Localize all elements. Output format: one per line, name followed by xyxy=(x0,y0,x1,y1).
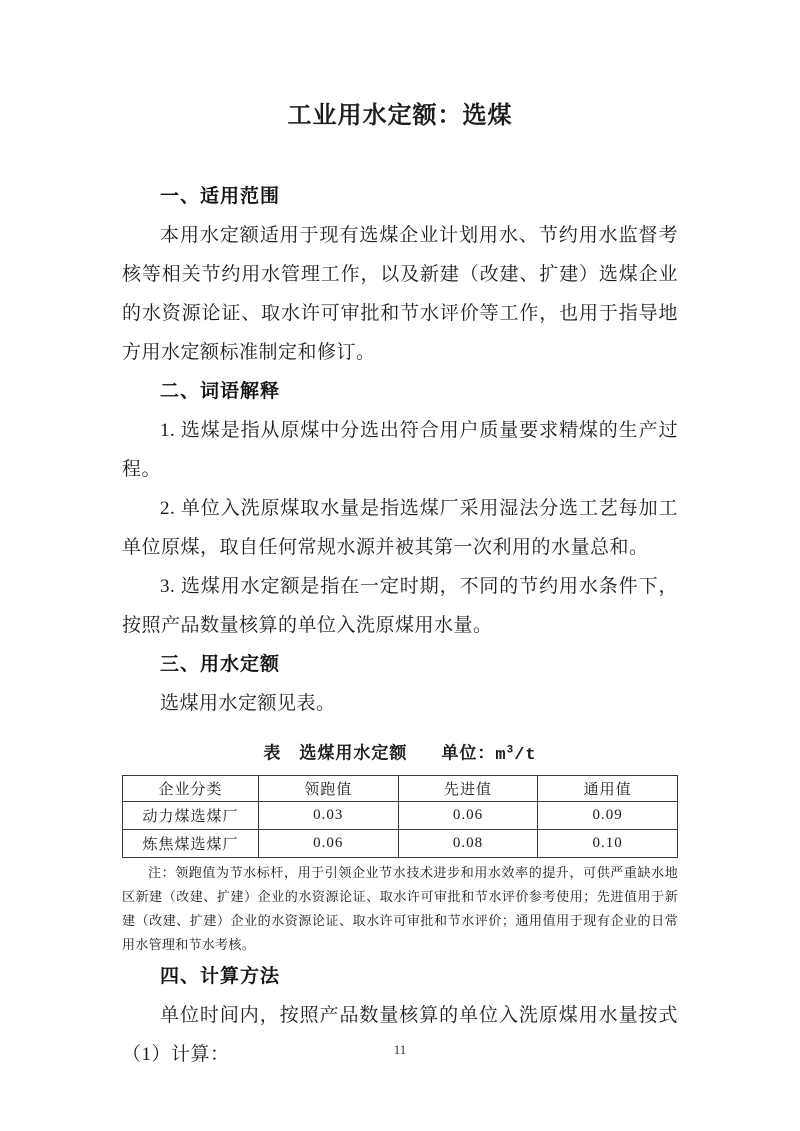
table-header-leading: 领跑值 xyxy=(258,775,398,801)
table-cell-value: 0.03 xyxy=(258,801,398,829)
document-title: 工业用水定额：选煤 xyxy=(287,103,513,129)
section-terms xyxy=(122,372,678,645)
table-unit-label: 单位： xyxy=(441,743,496,763)
table-note: 注：领跑值为节水标杆，用于引领企业节水技术进步和用水效率的提升，可供严重缺水地区新建（改建、扩建）企业的水资源论证、取水许可审批和节水评价参考使用；先进值用于新建（改建、扩建）企业的水资源论证、取水许可审批和节水评价；通用值用于现有企业的日常用水管理和节水考核。 xyxy=(122,864,678,952)
section-scope xyxy=(122,177,678,372)
paragraph-term-3: 3. 选煤用水定额是指在一定时期，不同的节约用水条件下，按照产品数量核算的单位入洗原煤用水量。 xyxy=(122,576,678,636)
paragraph-term-1: 1. 选煤是指从原煤中分选出符合用户质量要求精煤的生产过程。 xyxy=(122,420,678,480)
section-heading-calculation: 四、计算方法 xyxy=(160,965,281,987)
section-heading-quota: 三、用水定额 xyxy=(160,654,281,675)
table-cell-category: 炼焦煤选煤厂 xyxy=(123,829,259,857)
table-header-advanced: 先进值 xyxy=(398,775,538,801)
table-cell-value: 0.06 xyxy=(258,829,398,857)
paragraph-term-2: 2. 单位入洗原煤取水量是指选煤厂采用湿法分选工艺每加工单位原煤，取自任何常规水源并被其第一次利用的水量总和。 xyxy=(122,498,678,558)
table-unit-value: $m^3/t$ xyxy=(495,744,537,765)
table-header-category: 企业分类 xyxy=(123,775,259,801)
table-header-row xyxy=(123,775,678,801)
paragraph-calculation: 单位时间内，按照产品数量核算的单位入洗原煤用水量按式（1）计算： xyxy=(122,1004,678,1065)
page-number: 11 xyxy=(393,1042,407,1057)
quota-table xyxy=(122,775,678,858)
table-header-general: 通用值 xyxy=(538,775,678,801)
table-cell-value: 0.10 xyxy=(538,829,678,857)
table-row xyxy=(123,829,678,857)
section-heading-scope: 一、适用范围 xyxy=(160,186,281,207)
table-caption xyxy=(122,731,678,775)
table-caption-title: 选煤用水定额 xyxy=(299,743,408,763)
table-row xyxy=(123,801,678,829)
section-heading-terms: 二、词语解释 xyxy=(160,381,281,402)
table-caption-label: 表 xyxy=(263,743,282,763)
table-cell-value: 0.08 xyxy=(398,829,538,857)
paragraph-scope: 本用水定额适用于现有选煤企业计划用水、节约用水监督考核等相关节约用水管理工作，以及新建（改建、扩建）选煤企业的水资源论证、取水许可审批和节水评价等工作，也用于指导地方用水定额标准制定和修订。 xyxy=(122,225,678,363)
table-cell-value: 0.09 xyxy=(538,801,678,829)
paragraph-quota-intro: 选煤用水定额见表。 xyxy=(160,693,336,714)
table-cell-category: 动力煤选煤厂 xyxy=(123,801,259,829)
table-cell-value: 0.06 xyxy=(398,801,538,829)
section-quota xyxy=(122,645,678,957)
